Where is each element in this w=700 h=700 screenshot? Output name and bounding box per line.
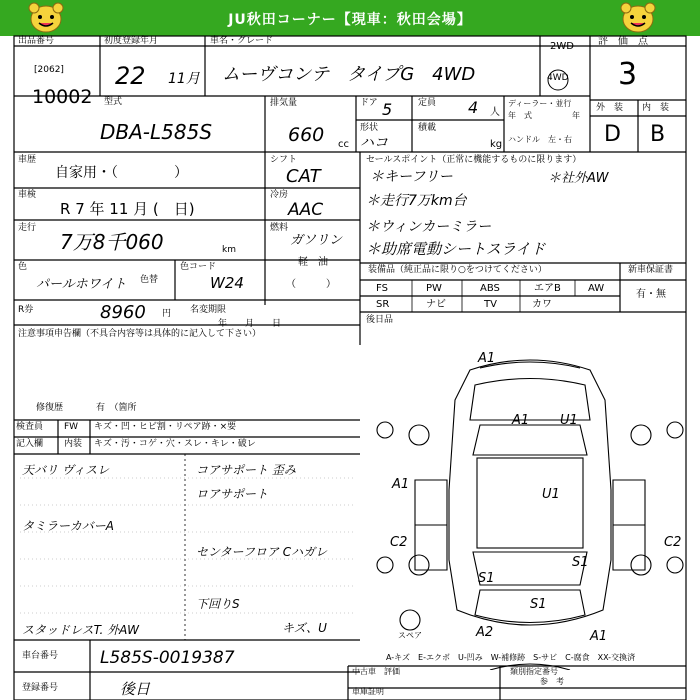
carname-value: ムーヴコンテ タイプG 4WD xyxy=(222,64,476,85)
comment-4: タミラーカバーA xyxy=(22,519,114,533)
sales-point-4: ＊ウィンカーミラー xyxy=(366,219,492,235)
damage-mark: S1 xyxy=(478,571,495,586)
damage-legend: A-キズ E-エクボ U-凹み W-補修跡 S-サビ C-腐食 XX-交換済 xyxy=(386,653,636,662)
inspection-value: R 7 年 11 月 ( 日) xyxy=(60,200,195,218)
fuel-other: （ ） xyxy=(286,279,336,290)
damage-mark: A1 xyxy=(478,351,496,366)
fuel-gasoline: ガソリン xyxy=(290,233,343,248)
drive-circled: 4WD xyxy=(547,73,569,83)
shift-value: CAT xyxy=(286,166,321,187)
fw-label: FW xyxy=(64,422,79,432)
sales-point-3: ＊走行7万km台 xyxy=(366,193,467,209)
shape-label: 形状 xyxy=(360,123,379,133)
writer-label: 記入欄 xyxy=(16,439,44,449)
equip-aw: AW xyxy=(588,283,605,294)
namechange-label: 名変期限 xyxy=(190,305,227,315)
history-label: 車歴 xyxy=(18,155,37,165)
equip-label: 装備品（純正品に限り○をつけてください） xyxy=(368,265,547,275)
sales-label: セールスポイント（正常に機能するものに限ります） xyxy=(366,155,582,165)
equip-sr: SR xyxy=(376,299,390,310)
equip-navi: ナビ xyxy=(426,299,446,310)
color-label: 色 xyxy=(18,262,28,272)
shift-label: シフト xyxy=(270,155,298,165)
damage-mark: U1 xyxy=(542,487,560,502)
newcar-label: 新車保証書 xyxy=(628,265,674,275)
load-label: 積載 xyxy=(418,123,437,133)
color-change-label: 色替 xyxy=(140,275,159,285)
comment-7: スタッドレスT. 外AW xyxy=(22,623,140,637)
fuel-diesel: 軽 油 xyxy=(298,257,328,268)
doors-label: ドア xyxy=(360,98,378,108)
damage-mark: C2 xyxy=(390,535,408,550)
exhibit-no-label: 出品番号 xyxy=(18,36,55,46)
inspection-label: 車検 xyxy=(18,190,37,200)
fuel-label: 燃料 xyxy=(270,223,289,233)
damage-mark: S1 xyxy=(572,555,589,570)
equip-pw: PW xyxy=(426,283,442,294)
equip-leather: カワ xyxy=(532,299,552,310)
model-label: 型式 xyxy=(104,97,123,107)
vin-label: 車台番号 xyxy=(22,651,59,661)
first-reg-year: 22 xyxy=(115,62,146,90)
drive-label: 2WD xyxy=(550,41,574,52)
reg-value: 後日 xyxy=(120,680,151,698)
mileage-label: 走行 xyxy=(18,223,37,233)
damage-mark: S1 xyxy=(530,597,547,612)
capacity-value: 4 xyxy=(468,98,479,117)
bottom-label-4: 参 考 xyxy=(540,677,564,686)
colorcode-value: W24 xyxy=(210,274,244,292)
score-value: 3 xyxy=(618,57,638,92)
comment-1: 天バリ ヴィスレ xyxy=(22,463,110,477)
sales-point-5: ＊助席電動シートスライド xyxy=(366,240,546,258)
exhibit-no: 10002 xyxy=(32,86,93,108)
interior-label: 内 装 xyxy=(642,103,670,113)
handle-label: ハンドル 左・右 xyxy=(508,135,572,144)
auction-sheet xyxy=(0,36,700,700)
interior-check-label: 内装 xyxy=(64,439,83,449)
score-label: 評 価 点 xyxy=(598,36,648,47)
dealer-label: ディーラー・並行 xyxy=(508,99,572,108)
mileage-value: 7万8千060 xyxy=(60,230,164,254)
capacity-label: 定員 xyxy=(418,98,437,108)
history-value: 自家用・（ ） xyxy=(55,165,188,181)
first-reg-label: 初度登録年月 xyxy=(104,36,159,46)
yen-unit: 円 xyxy=(162,309,172,319)
notes-label: 注意事項申告欄（不具合内容等は具体的に記入して下さい） xyxy=(18,329,262,339)
km-unit: km xyxy=(222,245,236,255)
damage-mark: U1 xyxy=(560,413,578,428)
comment-8: キズ、U xyxy=(282,621,327,635)
exterior-value: D xyxy=(604,122,621,147)
model-value: DBA-L585S xyxy=(100,120,213,144)
comment-2: コアサポート 歪み xyxy=(196,463,296,477)
colorcode-label: 色コード xyxy=(180,262,217,272)
damage-mark: A1 xyxy=(512,413,530,428)
bottom-label-1: 中古車 評価 xyxy=(352,667,400,676)
recycle-value: 8960 xyxy=(100,302,146,323)
banner-title: JU秋田コーナー【現車：秋田会場】 xyxy=(228,12,472,28)
recycle-label: R券 xyxy=(18,305,34,315)
sales-point-2: ＊社外AW xyxy=(548,171,609,186)
spare-label: スペア xyxy=(398,631,422,640)
comment-6: 下回りS xyxy=(196,597,240,611)
year-value: 年 xyxy=(572,111,580,120)
damage-mark: A1 xyxy=(590,629,608,644)
newcar-value: 有・無 xyxy=(636,289,666,300)
repair-label: 修復歴 xyxy=(36,403,64,413)
interior-value: B xyxy=(650,122,666,147)
interior-check-text: キズ・汚・コゲ・穴・スレ・キレ・破レ xyxy=(94,439,256,449)
doors-value: 5 xyxy=(382,100,393,119)
equip-fs: FS xyxy=(376,283,388,294)
damage-mark: A2 xyxy=(476,625,494,640)
exhibit-no-small: [2062] xyxy=(34,65,64,75)
bottom-label-2: 類別指定番号 xyxy=(510,667,558,676)
fw-text: キズ・凹・ヒビ割・リペア跡・×要 xyxy=(94,422,237,432)
damage-mark: C2 xyxy=(664,535,682,550)
vin-value: L585S-0019387 xyxy=(100,648,235,668)
reg-label: 登録番号 xyxy=(22,683,59,693)
cc-unit: cc xyxy=(338,139,349,150)
persons-unit: 人 xyxy=(490,107,500,118)
ac-label: 冷房 xyxy=(270,190,289,200)
color-value: パールホワイト xyxy=(36,277,127,292)
equip-tv: TV xyxy=(484,299,497,310)
comment-3: ロアサポート xyxy=(196,487,269,501)
ac-value: AAC xyxy=(288,200,324,220)
shape-value: ハコ xyxy=(360,135,388,151)
carname-label: 車名・グレード xyxy=(210,36,274,46)
equip-airbag: エアB xyxy=(534,283,561,294)
first-reg-month: 11月 xyxy=(168,71,200,87)
displacement-label: 排気量 xyxy=(270,98,298,108)
exterior-label: 外 装 xyxy=(596,103,624,113)
later-items-label: 後日品 xyxy=(366,315,394,325)
kg-unit: kg xyxy=(490,139,503,150)
repair-value: 有 （箇所 xyxy=(96,403,137,413)
namechange-date: 年 月 日 xyxy=(218,319,282,329)
sales-point-1: ＊キーフリー xyxy=(370,169,453,185)
equip-abs: ABS xyxy=(480,283,500,294)
damage-mark: A1 xyxy=(392,477,410,492)
bottom-label-3: 車庫証明 xyxy=(352,687,384,696)
comment-5: センターフロア Cハガレ xyxy=(196,545,328,559)
year-label: 年 式 xyxy=(508,111,532,120)
displacement-value: 660 xyxy=(288,124,325,146)
inspector-label: 検査員 xyxy=(16,422,44,432)
